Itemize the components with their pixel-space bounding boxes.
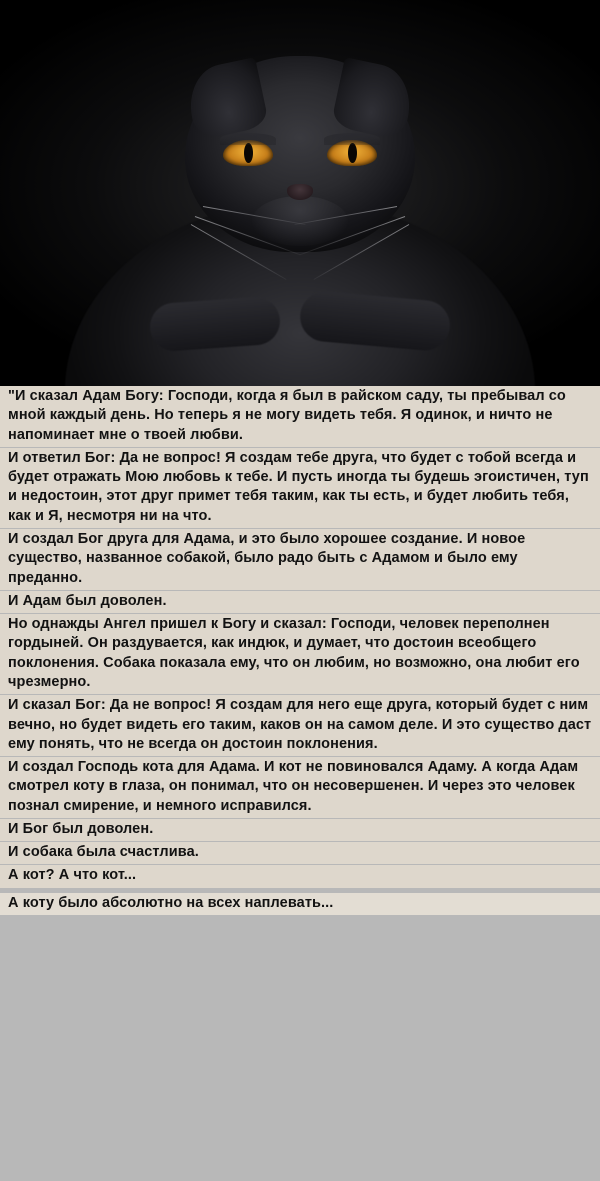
cat-muzzle: [252, 196, 348, 246]
story-paragraph: И ответил Бог: Да не вопрос! Я создам тебе друга, что будет с тобой всегда и будет отражать Мою любовь к тебе. И пусть иногда ты будешь эгоистичен, туп и недостоин, этот друг примет тебя таким, как ты есть, и будет любить тебя, как и Я, несмотря ни на что.: [0, 448, 600, 528]
story-paragraph: И собака была счастлива.: [0, 842, 600, 864]
story-text: [0, 386, 600, 916]
cat-paw-left: [148, 296, 281, 353]
story-paragraph: И Адам был доволен.: [0, 591, 600, 613]
cat-eye-left: [223, 140, 273, 166]
cat-pupil-left: [244, 143, 253, 163]
cat-photo: [0, 0, 600, 386]
story-paragraph: А кот? А что кот...: [0, 865, 600, 887]
story-punchline: А коту было абсолютно на всех наплевать...: [0, 893, 600, 915]
story-paragraph: И создал Бог друга для Адама, и это было хорошее создание. И новое существо, названное собакой, было радо быть с Адамом и было ему преданно.: [0, 529, 600, 590]
story-paragraph: Но однажды Ангел пришел к Богу и сказал: Господи, человек переполнен гордыней. Он раздувается, как индюк, и думает, что достоин всеобщего поклонения. Собака показала ему, что он любим, но возможно, она любит его чрезмерно.: [0, 614, 600, 694]
story-paragraph: И сказал Бог: Да не вопрос! Я создам для него еще друга, который будет с ним вечно, но будет видеть его таким, каков он на самом деле. И это существо даст ему понять, что не всегда он достоин поклонения.: [0, 695, 600, 756]
cat-pupil-right: [348, 143, 357, 163]
cat-eyelid-left: [220, 133, 276, 145]
story-paragraph: И создал Господь кота для Адама. И кот не повиновался Адаму. А когда Адам смотрел коту в глаза, он понимал, что он несовершенен. И через это человек познал смирение, и немного исправился.: [0, 757, 600, 818]
cat-head: [185, 56, 415, 252]
cat-eyelid-right: [324, 133, 380, 145]
story-paragraph: "И сказал Адам Богу: Господи, когда я был в райском саду, ты пребывал со мной каждый день. Но теперь я не могу видеть тебя. Я одинок, и ничто не напоминает мне о твоей любви.: [0, 386, 600, 447]
cat-eye-right: [327, 140, 377, 166]
story-paragraph: И Бог был доволен.: [0, 819, 600, 841]
